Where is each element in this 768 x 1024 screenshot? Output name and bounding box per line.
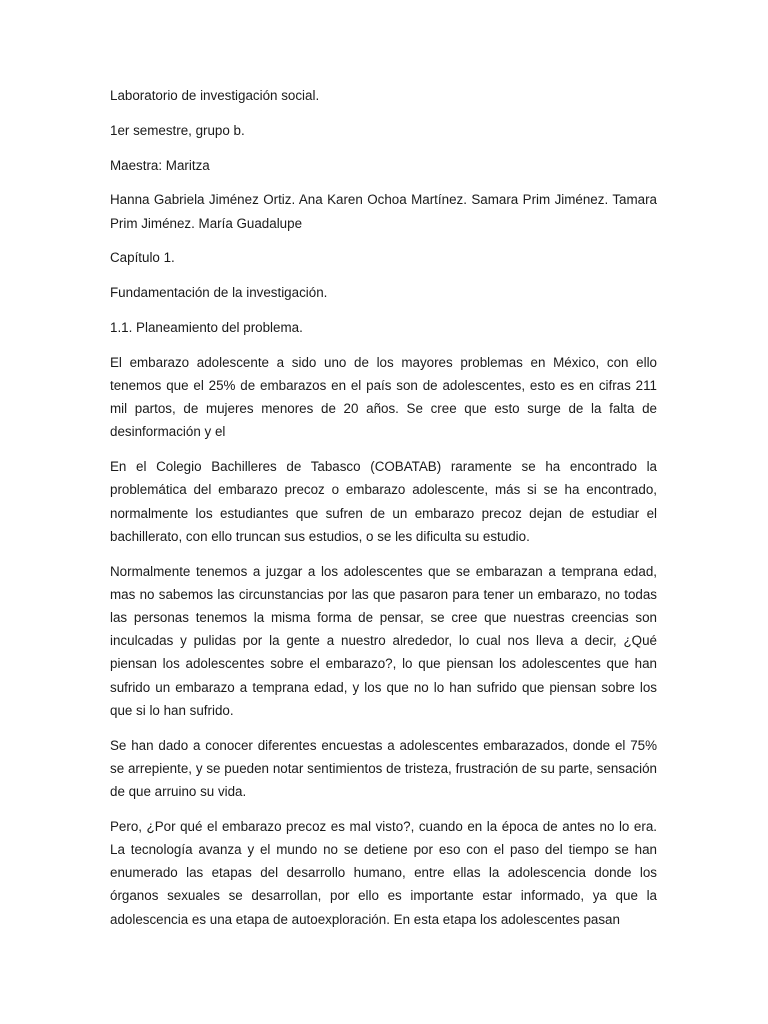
- body-paragraph: El embarazo adolescente a sido uno de los mayores problemas en México, con ello tenemos que el 25% de embarazos en el país son de adolescentes, esto es en cifras 211 mil partos, de mujeres menores de 20 años. Se cree que esto surge de la falta de desinformación y el: [110, 354, 657, 440]
- chapter-heading: Capítulo 1.: [110, 250, 175, 266]
- course-title: Laboratorio de investigación social.: [110, 88, 320, 103]
- body-paragraph: Normalmente tenemos a juzgar a los adolescentes que se embarazan a temprana edad, mas no sabemos las circunstancias por las que pasaron para tener un embarazo, no todas las personas tenemos la misma forma de pensar, se cree que nuestras creencias son inculcadas y pulidas por la gente a nuestro alrededor, lo cual nos lleva a decir, ¿Qué piensan los adolescentes sobre el embarazo?, lo que piensan los adolescentes que han sufrido un embarazo a temprana edad, y los que no lo han sufrido que piensan sobre los que si lo han sufrido.: [110, 563, 657, 718]
- body-paragraph: En el Colegio Bachilleres de Tabasco (COBATAB) raramente se ha encontrado la problemática del embarazo precoz o embarazo adolescente, más si se ha encontrado, normalmente los estudiantes que sufren de un embarazo precoz dejan de estudiar el bachillerato, con ello truncan sus estudios, o se les dificulta su estudio.: [110, 459, 657, 544]
- body-paragraph: Se han dado a conocer diferentes encuestas a adolescentes embarazados, donde el 75% se arrepiente, y se pueden notar sentimientos de tristeza, frustración de su parte, sensación de que arruino su vida.: [110, 737, 657, 800]
- authors-list: Hanna Gabriela Jiménez Ortiz. Ana Karen Ochoa Martínez. Samara Prim Jiménez. Tamara Prim Jiménez. María Guadalupe: [110, 192, 657, 231]
- section-heading: Fundamentación de la investigación.: [110, 285, 328, 301]
- semester-group: 1er semestre, grupo b.: [110, 122, 245, 138]
- subsection-heading: 1.1. Planeamiento del problema.: [110, 319, 303, 335]
- document-page: [110, 84, 657, 942]
- body-paragraph: Pero, ¿Por qué el embarazo precoz es mal visto?, cuando en la época de antes no lo era. La tecnología avanza y el mundo no se detiene por eso con el paso del tiempo se han enumerado las etapas del desarrollo humano, entre ellas la adolescencia donde los órganos sexuales se desarrollan, por ello es importante estar informado, ya que la adolescencia es una etapa de autoexploración. En esta etapa los adolescentes pasan: [110, 818, 657, 927]
- teacher-name: Maestra: Maritza: [110, 157, 210, 173]
